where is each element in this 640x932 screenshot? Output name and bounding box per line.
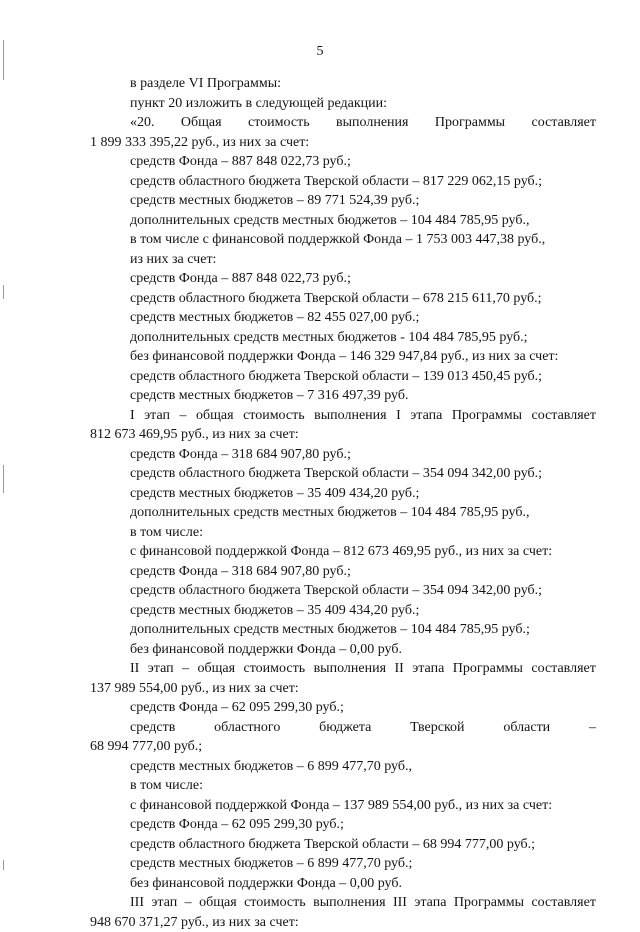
text-line: с финансовой поддержкой Фонда – 137 989 554,00 руб., из них за счет: [90, 796, 596, 816]
text-line: в том числе: [90, 776, 596, 796]
word: – [185, 893, 192, 913]
justified-line [90, 659, 596, 679]
word: Общая [181, 113, 222, 133]
word: составляет [531, 893, 595, 913]
text-line: средств местных бюджетов – 82 455 027,00 руб.; [90, 308, 596, 328]
word: II [130, 659, 139, 679]
word: Программы [452, 406, 522, 426]
text-line: средств областного бюджета Тверской области – 139 013 450,45 руб.; [90, 367, 596, 387]
word: области [503, 718, 550, 738]
justified-line [90, 718, 596, 738]
text-line: 68 994 777,00 руб.; [90, 737, 596, 757]
word: Программы [454, 893, 524, 913]
word: Тверской [410, 718, 464, 738]
text-line: средств Фонда – 318 684 907,80 руб.; [90, 445, 596, 465]
text-line: средств Фонда – 62 095 299,30 руб.; [90, 698, 596, 718]
word: этап [144, 406, 170, 426]
text-line: 137 989 554,00 руб., из них за счет: [90, 679, 596, 699]
text-line: средств местных бюджетов – 6 899 477,70 руб., [90, 757, 596, 777]
word: этапа [410, 406, 442, 426]
word: общая [196, 406, 234, 426]
word: стоимость [248, 113, 310, 133]
text-line: дополнительных средств местных бюджетов – 104 484 785,95 руб.; [90, 620, 596, 640]
word: бюджета [319, 718, 371, 738]
text-line: дополнительных средств местных бюджетов - 104 484 785,95 руб.; [90, 328, 596, 348]
word: средств [130, 718, 175, 738]
word: стоимость [243, 406, 305, 426]
word: стоимость [244, 659, 306, 679]
text-line: средств Фонда – 318 684 907,80 руб.; [90, 562, 596, 582]
word: – [182, 659, 189, 679]
word: составляет [532, 406, 596, 426]
word: Программы [435, 113, 505, 133]
text-line: пункт 20 изложить в следующей редакции: [90, 94, 596, 114]
text-line: средств местных бюджетов – 35 409 434,20 руб.; [90, 601, 596, 621]
word: III [130, 893, 144, 913]
word: I [130, 406, 135, 426]
text-line: средств Фонда – 887 848 022,73 руб.; [90, 269, 596, 289]
text-line: с финансовой поддержкой Фонда – 812 673 469,95 руб., из них за счет: [90, 542, 596, 562]
word: «20. [130, 113, 155, 133]
text-line: 812 673 469,95 руб., из них за счет: [90, 425, 596, 445]
word: составляет [532, 113, 596, 133]
text-line: средств областного бюджета Тверской области – 817 229 062,15 руб.; [90, 172, 596, 192]
word: выполнения [314, 659, 386, 679]
word: выполнения [313, 893, 385, 913]
text-line: средств областного бюджета Тверской области – 678 215 611,70 руб.; [90, 289, 596, 309]
word: стоимость [244, 893, 306, 913]
text-line: без финансовой поддержки Фонда – 146 329 947,84 руб., из них за счет: [90, 347, 596, 367]
document-body [90, 74, 596, 932]
text-line: средств Фонда – 62 095 299,30 руб.; [90, 815, 596, 835]
page-number: 5 [0, 44, 640, 60]
word: выполнения [314, 406, 386, 426]
justified-line [90, 893, 596, 913]
word: областного [214, 718, 280, 738]
scan-edge-mark [3, 285, 4, 299]
text-line: без финансовой поддержки Фонда – 0,00 руб. [90, 640, 596, 660]
word: общая [199, 893, 237, 913]
scan-edge-mark [3, 860, 4, 870]
text-line: средств Фонда – 887 848 022,73 руб.; [90, 152, 596, 172]
text-line: в том числе с финансовой поддержкой Фонда – 1 753 003 447,38 руб., [90, 230, 596, 250]
word: III [393, 893, 407, 913]
text-line: средств местных бюджетов – 7 316 497,39 руб. [90, 386, 596, 406]
text-line: 1 899 333 395,22 руб., из них за счет: [90, 133, 596, 153]
text-line: средств областного бюджета Тверской области – 354 094 342,00 руб.; [90, 464, 596, 484]
justified-line [90, 113, 596, 133]
justified-line [90, 406, 596, 426]
word: выполнения [336, 113, 408, 133]
scan-edge-mark [3, 465, 4, 493]
word: I [396, 406, 401, 426]
word: – [180, 406, 187, 426]
text-line: дополнительных средств местных бюджетов – 104 484 785,95 руб., [90, 211, 596, 231]
word: этапа [414, 893, 446, 913]
text-line: без финансовой поддержки Фонда – 0,00 руб. [90, 874, 596, 894]
text-line: в разделе VI Программы: [90, 74, 596, 94]
text-line: средств местных бюджетов – 6 899 477,70 руб.; [90, 854, 596, 874]
text-line: 948 670 371,27 руб., из них за счет: [90, 913, 596, 932]
text-line: в том числе: [90, 523, 596, 543]
text-line: средств местных бюджетов – 35 409 434,20 руб.; [90, 484, 596, 504]
word: этапа [412, 659, 444, 679]
word: составляет [531, 659, 595, 679]
word: – [589, 718, 596, 738]
word: этап [151, 893, 177, 913]
text-line: из них за счет: [90, 250, 596, 270]
word: этап [148, 659, 174, 679]
text-line: средств местных бюджетов – 89 771 524,39 руб.; [90, 191, 596, 211]
word: Программы [453, 659, 523, 679]
word: общая [198, 659, 236, 679]
text-line: средств областного бюджета Тверской области – 68 994 777,00 руб.; [90, 835, 596, 855]
text-line: средств областного бюджета Тверской области – 354 094 342,00 руб.; [90, 581, 596, 601]
word: II [394, 659, 403, 679]
text-line: дополнительных средств местных бюджетов – 104 484 785,95 руб., [90, 503, 596, 523]
